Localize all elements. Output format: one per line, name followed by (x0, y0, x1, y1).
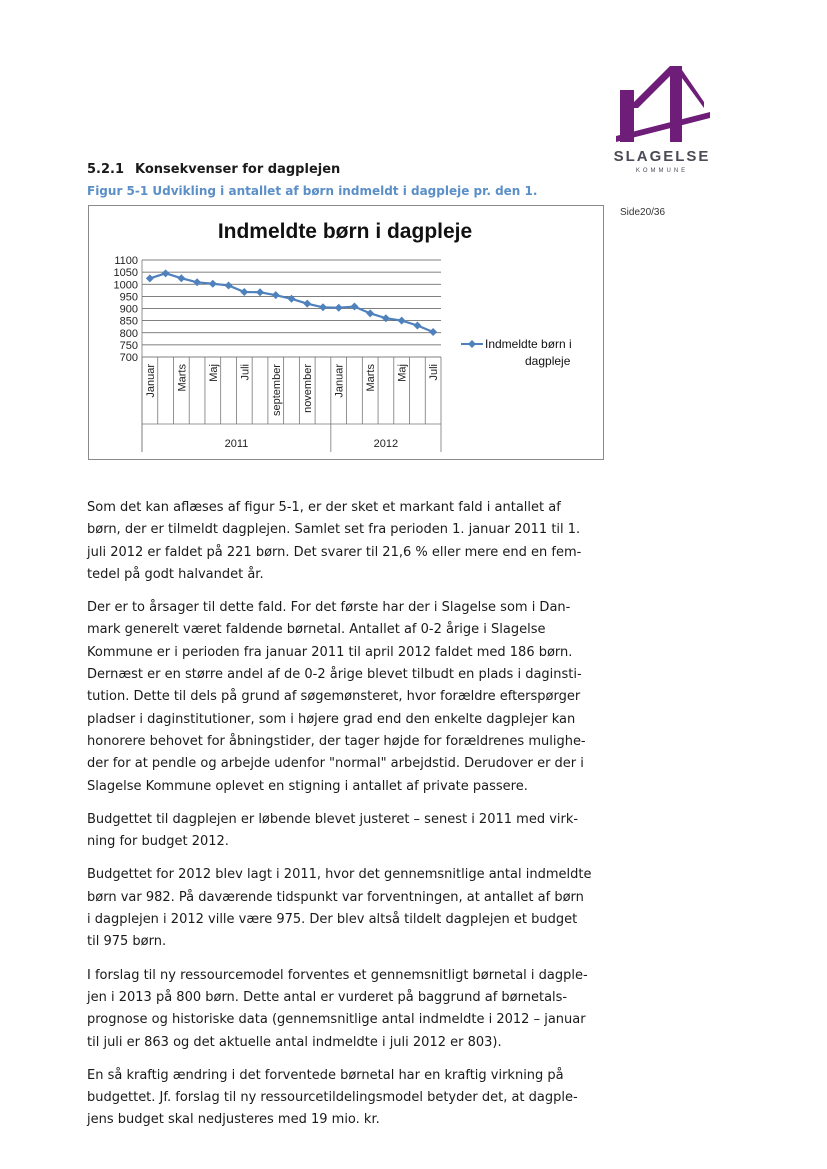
paragraph (87, 597, 607, 798)
text-line: der for at pendle og arbejde udenfor "normal" arbejdstid. Derudover er der i (87, 756, 584, 772)
x-group-label: 2012 (373, 438, 399, 450)
paragraph (87, 864, 607, 953)
data-point (256, 288, 264, 296)
chart-title: Indmeldte børn i dagpleje (217, 220, 473, 243)
data-point (193, 278, 201, 286)
text-line: I forslag til ny ressourcemodel forventes et gennemsnitligt børnetal i dagple- (87, 967, 588, 983)
text-line: tution. Dette til dels på grund af søgemønsteret, hvor forældre efterspørger (87, 689, 581, 705)
logo-subtitle: KOMMUNE (635, 168, 689, 174)
data-point (177, 274, 185, 282)
data-point (413, 321, 421, 329)
text-line: pladser i daginstitutioner, som i højere grad end den enkelte dagplejer kan (87, 711, 576, 727)
data-point (162, 269, 170, 277)
text-line: budgettet. Jf. forslag til ny ressourcetildelingsmodel betyder det, at dagple- (87, 1090, 578, 1106)
legend-label-line1: Indmeldte børn i (485, 337, 572, 351)
text-line: jens budget skal nedjusteres med 19 mio. kr. (87, 1112, 380, 1128)
text-line: Dernæst er en større andel af de 0-2 årige blevet tilbudt en plads i daginsti- (87, 667, 582, 683)
y-tick-label: 700 (119, 352, 138, 364)
y-tick-label: 1050 (113, 267, 138, 280)
data-point (240, 288, 248, 296)
x-tick-label: november (302, 364, 315, 413)
text-line: i dagplejen i 2012 ville være 975. Der blev altså tildelt dagplejen et budget (87, 912, 578, 928)
paragraph (87, 497, 607, 586)
text-line: Slagelse Kommune oplevet en stigning i antallet af private passere. (87, 778, 528, 794)
x-tick-label: september (270, 364, 283, 416)
data-point (303, 300, 311, 308)
text-line: Budgettet til dagplejen er løbende blevet justeret – senest i 2011 med virk- (87, 811, 579, 827)
y-tick-label: 900 (119, 303, 138, 316)
paragraph (87, 1065, 607, 1132)
slagelse-logo-icon (612, 62, 712, 148)
x-tick-label: Marts (176, 364, 189, 392)
y-tick-label: 800 (119, 327, 138, 340)
chart-container (88, 205, 604, 460)
text-line: honorere behovet for åbningstider, der tager højde for forældrenes mulighe- (87, 733, 586, 749)
paragraph (87, 965, 607, 1054)
text-line: juli 2012 er faldet på 221 børn. Det svarer til 21,6 % eller mere end en fem- (87, 544, 582, 560)
data-point (272, 291, 280, 299)
section-heading (87, 162, 340, 177)
chart-legend (461, 337, 572, 368)
text-line: prognose og historiske data (gennemsnitlige antal indmeldte i 2012 – januar (87, 1012, 586, 1028)
data-point (366, 309, 374, 317)
data-point (335, 304, 343, 312)
data-point (319, 303, 327, 311)
y-tick-label: 1100 (114, 255, 138, 267)
text-line: Budgettet for 2012 blev lagt i 2011, hvor det gennemsnitlige antal indmeldte (87, 867, 592, 883)
text-line: Kommune er i perioden fra januar 2011 til april 2012 faldet med 186 børn. (87, 644, 573, 660)
text-line: Som det kan aflæses af figur 5-1, er der sket et markant fald i antallet af (87, 500, 561, 515)
data-point (146, 274, 154, 282)
x-tick-label: Marts (365, 364, 378, 392)
logo-name: SLAGELSE (613, 148, 711, 165)
x-tick-label: Januar (333, 364, 346, 398)
x-tick-label: Maj (396, 364, 409, 382)
legend-label-line2: dagpleje (525, 354, 571, 368)
legend-marker (468, 340, 476, 348)
text-line: mark generelt været faldende børnetal. Antallet af 0-2 årige i Slagelse (87, 622, 546, 638)
text-line: En så kraftig ændring i det forventede børnetal har en kraftig virkning på (87, 1067, 564, 1083)
body-text (87, 497, 607, 1143)
x-tick-label: Januar (144, 364, 157, 398)
x-tick-label: Juli (428, 364, 441, 381)
data-point (429, 328, 437, 336)
x-group-label: 2011 (224, 438, 249, 450)
data-point (209, 280, 217, 288)
figure-caption: Figur 5-1 Udvikling i antallet af børn indmeldt i dagpleje pr. den 1. (87, 184, 538, 198)
data-point (350, 303, 358, 311)
section-number: 5.2.1 (87, 162, 125, 177)
text-line: Der er to årsager til dette fald. For det første har der i Slagelse som i Dan- (87, 600, 571, 616)
section-title: Konsekvenser for dagplejen (135, 162, 341, 177)
text-line: jen i 2013 på 800 børn. Dette antal er vurderet på baggrund af børnetals- (87, 989, 568, 1005)
y-tick-label: 1000 (113, 279, 138, 292)
page-number: Side20/36 (620, 207, 666, 218)
line-chart (89, 206, 605, 461)
text-line: børn var 982. På daværende tidspunkt var forventningen, at antallet af børn (87, 889, 584, 905)
data-point (225, 281, 233, 289)
text-line: til juli er 863 og det aktuelle antal indmeldte i juli 2012 er 803). (87, 1034, 502, 1050)
y-tick-label: 850 (119, 315, 138, 328)
y-tick-label: 750 (119, 339, 138, 352)
text-line: ning for budget 2012. (87, 834, 229, 850)
x-tick-label: Maj (207, 364, 220, 382)
slagelse-kommune-logo (612, 62, 712, 182)
paragraph (87, 809, 607, 854)
x-tick-label: Juli (239, 364, 252, 381)
text-line: tedel på godt halvandet år. (87, 566, 264, 582)
y-tick-label: 950 (119, 291, 138, 304)
data-point (398, 317, 406, 325)
text-line: til 975 børn. (87, 934, 167, 950)
text-line: børn, der er tilmeldt dagplejen. Samlet set fra perioden 1. januar 2011 til 1. (87, 522, 581, 538)
